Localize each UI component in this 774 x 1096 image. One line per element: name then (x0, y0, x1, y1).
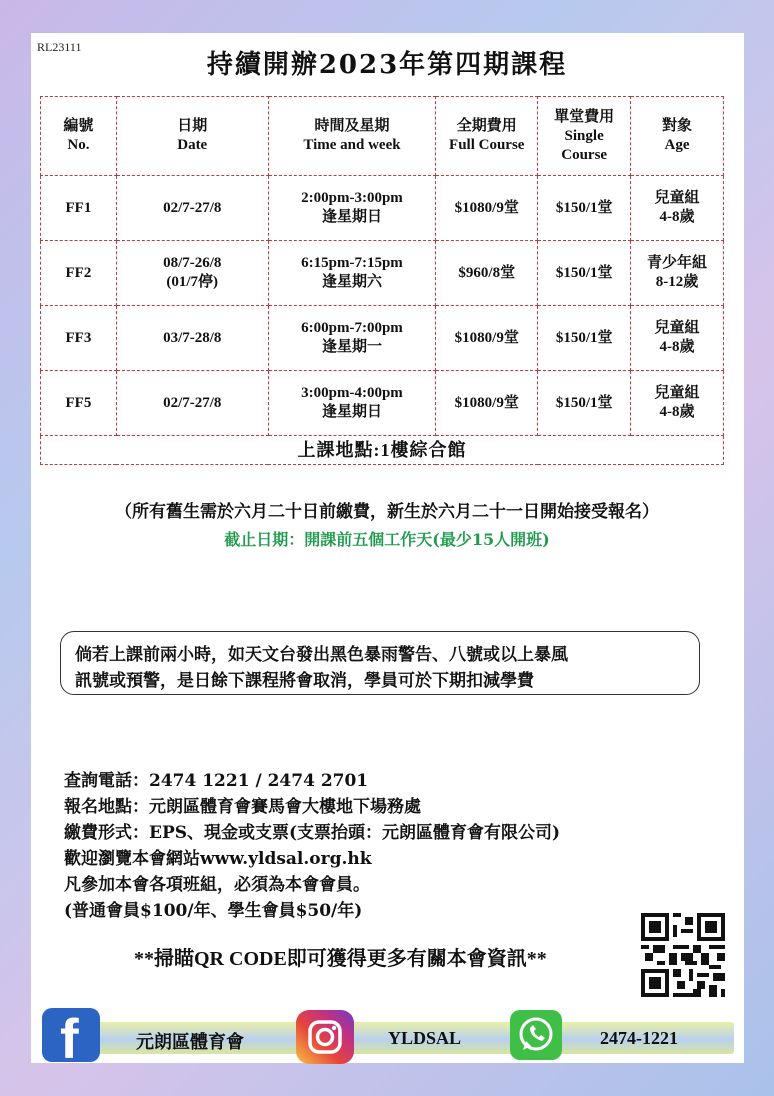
whatsapp-number[interactable]: 2474-1221 (600, 1028, 678, 1048)
cell-no: FF2 (41, 241, 117, 306)
enquiry-phone: 查詢電話：2474 1221 / 2474 2701 (64, 771, 369, 791)
cell-time: 3:00pm-4:00pm 逢星期日 (268, 371, 436, 436)
instagram-label[interactable]: YLDSAL (388, 1028, 462, 1048)
table-row (41, 306, 724, 371)
membership-requirement: 凡參加本會各項班組，必須為本會會員。 (64, 875, 370, 895)
website-text[interactable]: 歡迎瀏覽本會網站www.yldsal.org.hk (64, 849, 372, 869)
qr-caption: **掃瞄QR CODE即可獲得更多有關本會資訊** (134, 948, 547, 970)
instagram-icon[interactable] (296, 1010, 354, 1064)
cell-no: FF5 (41, 371, 117, 436)
cell-single-fee: $150/1堂 (538, 241, 631, 306)
header-no: 編號 No. (41, 97, 117, 176)
payment-methods: 繳費形式：EPS、現金或支票(支票抬頭：元朗區體育會有限公司) (64, 823, 561, 843)
table-header-row (41, 97, 724, 176)
header-single-course: 單堂費用 Single Course (538, 97, 631, 176)
qr-code-icon[interactable] (641, 913, 725, 997)
cell-date: 03/7-28/8 (116, 306, 268, 371)
header-age: 對象 Age (631, 97, 724, 176)
document-code: RL23111 (37, 40, 82, 54)
cell-full-fee: $1080/9堂 (436, 371, 538, 436)
table-row (41, 371, 724, 436)
payment-notice: （所有舊生需於六月二十日前繳費，新生於六月二十一日開始接受報名） (115, 502, 659, 522)
header-full-course: 全期費用 Full Course (436, 97, 538, 176)
cell-full-fee: $1080/9堂 (436, 306, 538, 371)
contact-info (64, 768, 560, 924)
cell-date: 08/7-26/8 (01/7停) (116, 241, 268, 306)
cell-date: 02/7-27/8 (116, 176, 268, 241)
cell-no: FF3 (41, 306, 117, 371)
cell-age: 青少年組 8-12歲 (631, 241, 724, 306)
header-date: 日期 Date (116, 97, 268, 176)
cell-single-fee: $150/1堂 (538, 371, 631, 436)
cell-single-fee: $150/1堂 (538, 176, 631, 241)
cell-age: 兒童組 4-8歲 (631, 176, 724, 241)
cell-time: 6:00pm-7:00pm 逢星期一 (268, 306, 436, 371)
weather-warning-box (60, 631, 700, 695)
cell-age: 兒童組 4-8歲 (631, 371, 724, 436)
cell-full-fee: $960/8堂 (436, 241, 538, 306)
table-row (41, 241, 724, 306)
cell-single-fee: $150/1堂 (538, 306, 631, 371)
page-title: 持續開辦2023年第四期課程 (206, 50, 568, 80)
deadline-notice: 截止日期：開課前五個工作天(最少15人開班) (224, 530, 550, 549)
facebook-icon[interactable]: f (42, 1008, 100, 1062)
cell-full-fee: $1080/9堂 (436, 176, 538, 241)
cell-time: 6:15pm-7:15pm 逢星期六 (268, 241, 436, 306)
cell-age: 兒童組 4-8歲 (631, 306, 724, 371)
facebook-label[interactable]: 元朗區體育會 (136, 1032, 244, 1052)
venue-label: 上課地點:1樓綜合館 (41, 436, 724, 465)
venue-row (41, 436, 724, 465)
course-table (40, 96, 724, 465)
cell-no: FF1 (41, 176, 117, 241)
membership-fees: (普通會員$100/年、學生會員$50/年) (64, 901, 363, 921)
warning-line: 倘若上課前兩小時，如天文台發出黑色暴雨警告、八號或以上暴風 (75, 645, 568, 665)
header-time: 時間及星期 Time and week (268, 97, 436, 176)
cell-time: 2:00pm-3:00pm 逢星期日 (268, 176, 436, 241)
whatsapp-icon[interactable] (510, 1010, 562, 1060)
cell-date: 02/7-27/8 (116, 371, 268, 436)
registration-location: 報名地點：元朗區體育會賽馬會大樓地下場務處 (64, 797, 421, 817)
warning-line: 訊號或預警，是日餘下課程將會取消，學員可於下期扣減學費 (75, 671, 534, 691)
table-row (41, 176, 724, 241)
